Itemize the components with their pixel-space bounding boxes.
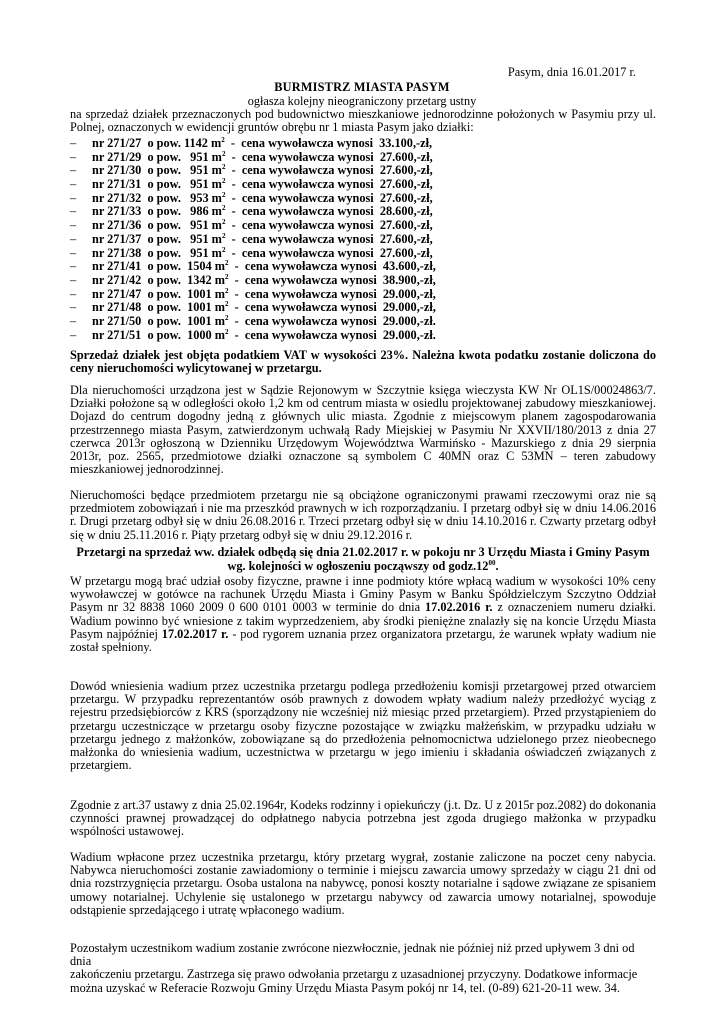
auction-headline-end: . <box>495 559 499 573</box>
vat-note: Sprzedaż działek jest objęta podatkiem VAT w wysokości 23%. Należna kwota podatku zostanie doliczona do ceny nieruchomości wylicytowanej w przetargu. <box>70 348 656 376</box>
lot-parcel-area: nr 271/29 o pow. 951 m <box>92 149 222 164</box>
lot-bullet: – <box>70 313 77 328</box>
lot-price: - cena wywoławcza wynosi 27.600,-zł, <box>225 245 433 260</box>
lot-bullet: – <box>70 218 77 233</box>
contact-line-2: zakończeniu przetargu. Zastrzega się prawo odwołania przetargu z uzasadnionej przyczyny. Dodatkowe informacje <box>70 967 638 982</box>
lot-parcel-area: nr 271/32 o pow. 953 m <box>92 190 222 205</box>
lot-item <box>70 192 656 206</box>
lot-unit-sup: 2 <box>221 136 225 144</box>
document-title: BURMISTRZ MIASTA PASYM <box>274 80 450 94</box>
lot-price: - cena wywoławcza wynosi 27.600,-zł, <box>225 177 433 192</box>
lot-text <box>92 247 433 260</box>
lot-bullet: – <box>70 204 77 219</box>
lot-item <box>70 315 656 329</box>
lot-item <box>70 274 656 288</box>
lot-unit-sup: 2 <box>225 300 229 309</box>
lot-price: - cena wywoławcza wynosi 43.600,-zł, <box>228 259 436 274</box>
lot-price: - cena wywoławcza wynosi 29.000,-zł, <box>228 300 436 315</box>
lot-price: - cena wywoławcza wynosi 29.000,-zł. <box>228 313 436 328</box>
auction-headline-text: wg. kolejności w ogłoszeniu począwszy od godz.12 <box>227 559 489 573</box>
lot-unit-sup: 2 <box>225 259 229 268</box>
lot-text <box>92 192 433 205</box>
lot-parcel-area: nr 271/41 o pow. 1504 m <box>92 259 226 274</box>
lot-parcel-area: nr 271/50 o pow. 1001 m <box>92 313 226 328</box>
lot-unit-sup: 2 <box>225 327 229 336</box>
lot-parcel-area: nr 271/48 o pow. 1001 m <box>92 300 226 315</box>
lot-unit-sup: 2 <box>225 313 229 322</box>
lot-price: - cena wywoławcza wynosi 27.600,-zł, <box>225 163 433 178</box>
lot-price: - cena wywoławcza wynosi 28.600,-zł, <box>225 204 433 219</box>
contact-paragraph <box>70 942 656 995</box>
lot-bullet: – <box>70 300 77 315</box>
deposit-text-a: W przetargu mogą brać udział osoby fizyczne, prawne i inne podmioty które wpłacą wadium w wysokości 10% ceny wywoławczej w gotówce na rachunek Urzędu Miasta i Gminy Pasym w Banku Spółdzielczym Szczytno Oddział Pasym nr 32 8838 1060 2009 0 600 0101 0003 w terminie do dnia <box>70 574 656 615</box>
lot-bullet: – <box>70 177 77 192</box>
lot-item <box>70 301 656 315</box>
lot-text <box>92 219 433 232</box>
lot-bullet: – <box>70 327 77 342</box>
lot-text <box>92 205 433 218</box>
lot-parcel-area: nr 271/38 o pow. 951 m <box>92 245 222 260</box>
lot-parcel-area: nr 271/51 o pow. 1000 m <box>92 327 226 342</box>
lot-item <box>70 329 656 343</box>
lot-item <box>70 164 656 178</box>
lot-price: - cena wywoławcza wynosi 27.600,-zł, <box>225 149 433 164</box>
lot-bullet: – <box>70 245 77 260</box>
lot-parcel-area: nr 271/47 o pow. 1001 m <box>92 286 226 301</box>
deposit-proof-paragraph: Dowód wniesienia wadium przez uczestnika przetargu podlega przedłożeniu komisji przetargowej przed otwarciem przetargu. W przypadku reprezentantów osób prawnych z dowodem wpłaty wadium należy przedłożyć wyciąg z rejestru przedsiębiorców z KRS (sporządzony nie wcześniej niż miesiąc przed przetargiem). Przed przystąpieniem do przetargu uczestniczące w przetargu osoby fizyczne pozostające w związku małżeńskim, w przypadku udziału w przetargu jednego z małżonków, zobowiązane są do przedłożenia pełnomocnictwa udzielonego przez nieobecnego małżonka do wniesienia wadium, uczestnictwa w przetargu w jego imieniu i składania oświadczeń związanych z przetargiem. <box>70 679 656 773</box>
lot-price: - cena wywoławcza wynosi 27.600,-zł, <box>225 218 433 233</box>
lot-unit-sup: 2 <box>221 163 226 172</box>
deposit-paragraph <box>70 575 656 654</box>
contact-line-3: można uzyskać w Referacie Rozwoju Gminy Urzędu Miasta Pasym pokój nr 14, tel. (0-89) 621-20-11 wew. 34. <box>70 980 620 995</box>
lot-price: - cena wywoławcza wynosi 33.100,-zł, <box>224 136 433 150</box>
encumbrance-paragraph: Nieruchomości będące przedmiotem przetargu nie są obciążone ograniczonymi prawami rzeczowymi oraz nie są przedmiotem zobowiązań i nie ma przeszkód prawnych w ich rozporządzaniu. I przetarg odbył się w dniu 14.06.2016 r. Drugi przetarg odbył się w dniu 26.08.2016 r. Trzeci przetarg odbył się w dniu 14.10.2016 r. Czwarty przetarg odbył się w dniu 25.11.2016 r. Piąty przetarg odbył się w dniu 29.12.2016 r. <box>70 488 656 542</box>
lot-text <box>92 233 433 246</box>
lot-item <box>70 178 656 192</box>
lot-unit-sup: 2 <box>225 272 229 281</box>
lot-price: - cena wywoławcza wynosi 29.000,-zł, <box>228 286 436 301</box>
lot-bullet: – <box>70 286 77 301</box>
lot-text <box>92 301 436 314</box>
lot-price: - cena wywoławcza wynosi 27.600,-zł, <box>225 231 433 246</box>
lot-parcel-area: nr 271/36 o pow. 951 m <box>92 218 222 233</box>
auction-headline-time-sup: 00 <box>488 559 496 567</box>
deposit-deadline-2: 17.02.2017 r. <box>161 626 229 641</box>
lot-text <box>92 315 436 328</box>
lot-unit-sup: 2 <box>221 177 226 186</box>
lot-bullet: – <box>70 163 77 178</box>
lot-unit-sup: 2 <box>221 245 226 254</box>
lot-parcel-area: nr 271/37 o pow. 951 m <box>92 231 222 246</box>
contact-line-1: Pozostałym uczestnikom wadium zostanie zwrócone niezwłocznie, jednak nie później niż przed upływem 3 dni od dnia <box>70 941 635 969</box>
document-subtitle: ogłasza kolejny nieograniczony przetarg ustny <box>247 94 477 108</box>
lot-item <box>70 137 656 151</box>
lot-text <box>92 288 436 301</box>
lot-unit-sup: 2 <box>221 204 226 213</box>
lot-item <box>70 260 656 274</box>
lots-list <box>70 137 656 342</box>
lot-bullet: – <box>70 231 77 246</box>
lot-item <box>70 151 656 165</box>
lot-price: - cena wywoławcza wynosi 38.900,-zł, <box>228 272 436 287</box>
lot-parcel-area: nr 271/33 o pow. 986 m <box>92 204 222 219</box>
lot-item <box>70 205 656 219</box>
lot-parcel-area: nr 271/30 o pow. 951 m <box>92 163 222 178</box>
lot-unit-sup: 2 <box>221 231 226 240</box>
lot-bullet: – <box>70 272 77 287</box>
lot-item <box>70 247 656 261</box>
auction-headline-line1: Przetargi na sprzedaż ww. działek odbędą się dnia 21.02.2017 r. w pokoju nr 3 Urzędu Miasta i Gminy Pasym <box>76 545 650 559</box>
deposit-text-e: - pod rygorem uznania przez organizatora przetargu, że warunek wpłaty wadium nie został spełniony. <box>70 626 656 655</box>
lot-text <box>92 164 433 177</box>
lot-text <box>92 137 432 150</box>
lot-unit-sup: 2 <box>221 218 226 227</box>
lot-parcel-area: nr 271/27 o pow. 1142 m <box>92 136 222 150</box>
deposit-deadline-1: 17.02.2016 r. <box>424 600 493 615</box>
intro-paragraph: na sprzedaż działek przeznaczonych pod budownictwo mieszkaniowe jednorodzinne położonych w Pasymiu przy ul. Polnej, oznaczonych w ewidencji gruntów obrębu nr 1 miasta Pasym jako działki: <box>70 107 656 135</box>
deposit-text-c: z oznaczeniem numeru działki. Wadium powinno być wniesione z takim wyprzedzeniem, aby środki pieniężne znalazły się na koncie Urzędu Miasta Pasym najpóźniej <box>70 600 656 641</box>
lot-unit-sup: 2 <box>221 149 226 158</box>
lot-bullet: – <box>70 149 77 164</box>
lot-unit-sup: 2 <box>221 190 226 199</box>
lot-parcel-area: nr 271/31 o pow. 951 m <box>92 177 222 192</box>
lot-item <box>70 233 656 247</box>
document-date: Pasym, dnia 16.01.2017 r. <box>507 65 636 79</box>
land-register-paragraph: Dla nieruchomości urządzona jest w Sądzie Rejonowym w Szczytnie księga wieczysta KW Nr OL1S/00024863/7. Działki położone są w odległości około 1,2 km od centrum miasta w osiedlu projektowanej zabudowy mieszkaniowej. Dojazd do centrum dogodny jedną z głównych ulic miasta. Zgodnie z miejscowym planem zagospodarowania przestrzennego miasta Pasym, zatwierdzonym uchwałą Rady Miejskiej w Pasymiu Nr XXVII/180/2013 z dnia 27 czerwca 2013r ogłoszoną w Dzienniku Urzędowym Województwa Warmińsko - Mazurskiego z dnia 29 sierpnia 2013r, poz. 2565, przedmiotowe działki oznaczone są symbolem C 40MN oraz C 53MN – teren zabudowy mieszkaniowej jednorodzinnej. <box>70 383 656 477</box>
lot-price: - cena wywoławcza wynosi 27.600,-zł, <box>225 190 433 205</box>
lot-bullet: – <box>70 259 77 274</box>
lot-bullet: – <box>70 190 77 205</box>
deposit-settlement-paragraph: Wadium wpłacone przez uczestnika przetargu, który przetarg wygrał, zostanie zaliczone na poczet ceny nabycia. Nabywca nieruchomości zostanie zawiadomiony o terminie i miejscu zawarcia umowy sprzedaży w ciągu 21 dni od dnia rozstrzygnięcia przetargu. Osoba ustalona na nabywcę, ponosi koszty notarialne i sądowe związane ze spisaniem umowy notarialnej. Uchylenie się ustalonego w przetargu nabywcy od zawarcia umowy notarialnej, spowoduje odstąpienie sprzedającego i utratę wpłaconego wadium. <box>70 850 656 917</box>
lot-text <box>92 260 436 273</box>
lot-unit-sup: 2 <box>225 286 229 295</box>
lot-item <box>70 288 656 302</box>
lot-text <box>92 151 433 164</box>
lot-text <box>92 329 436 342</box>
lot-item <box>70 219 656 233</box>
lot-parcel-area: nr 271/42 o pow. 1342 m <box>92 272 226 287</box>
lot-bullet: – <box>70 136 77 150</box>
auction-headline-line2 <box>70 560 656 573</box>
lot-text <box>92 178 433 191</box>
lot-text <box>92 274 436 287</box>
spouse-consent-paragraph: Zgodnie z art.37 ustawy z dnia 25.02.1964r, Kodeks rodzinny i opiekuńczy (j.t. Dz. U z 2015r poz.2082) do dokonania czynności prawnej prowadzącej do odpłatnego nabycia potrzebna jest zgoda drugiego małżonka w przypadku wspólności ustawowej. <box>70 798 656 839</box>
lot-price: - cena wywoławcza wynosi 29.000,-zł. <box>228 327 436 342</box>
